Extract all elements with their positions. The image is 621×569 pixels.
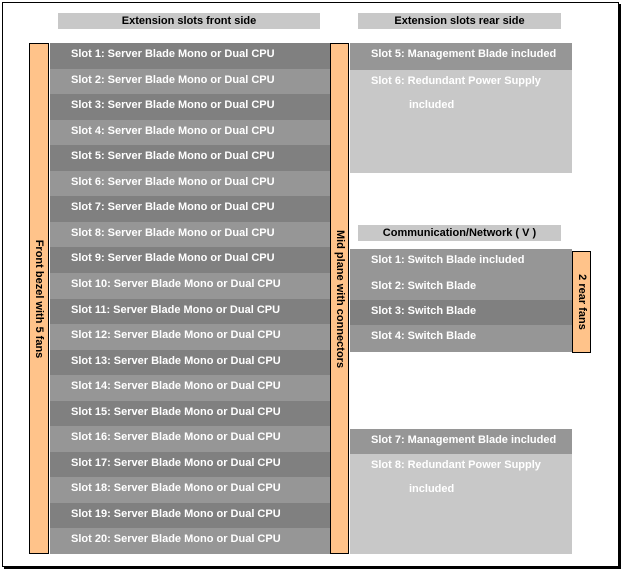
front-bezel-label: Front bezel with 5 fans xyxy=(33,239,45,358)
front-slot-8: Slot 8: Server Blade Mono or Dual CPU xyxy=(50,222,330,247)
front-slot-12: Slot 12: Server Blade Mono or Dual CPU xyxy=(50,324,330,350)
rear-top-block xyxy=(350,43,572,173)
network-slot-1: Slot 1: Switch Blade included xyxy=(350,249,572,275)
header-rear-side: Extension slots rear side xyxy=(358,13,561,29)
front-slot-4: Slot 4: Server Blade Mono or Dual CPU xyxy=(50,120,330,145)
front-slot-16: Slot 16: Server Blade Mono or Dual CPU xyxy=(50,426,330,452)
front-slot-9: Slot 9: Server Blade Mono or Dual CPU xyxy=(50,247,330,273)
mid-plane xyxy=(330,43,349,554)
front-slot-14: Slot 14: Server Blade Mono or Dual CPU xyxy=(50,375,330,401)
front-slot-15: Slot 15: Server Blade Mono or Dual CPU xyxy=(50,401,330,426)
rear-slot-6-line1: Slot 6: Redundant Power Supply xyxy=(371,75,541,87)
network-slot-2: Slot 2: Switch Blade xyxy=(350,275,572,300)
rear-slot-7: Slot 7: Management Blade included xyxy=(350,429,572,454)
front-slot-2: Slot 2: Server Blade Mono or Dual CPU xyxy=(50,69,330,94)
front-slot-20: Slot 20: Server Blade Mono or Dual CPU xyxy=(50,528,330,554)
rear-fans xyxy=(572,251,591,353)
network-slots-panel xyxy=(350,249,572,352)
front-bezel xyxy=(29,43,49,554)
front-slot-6: Slot 6: Server Blade Mono or Dual CPU xyxy=(50,171,330,196)
front-slot-7: Slot 7: Server Blade Mono or Dual CPU xyxy=(50,196,330,222)
rear-slot-8-line2: included xyxy=(409,483,455,495)
network-slot-3: Slot 3: Switch Blade xyxy=(350,300,572,325)
front-slot-1: Slot 1: Server Blade Mono or Dual CPU xyxy=(50,43,330,69)
front-slot-13: Slot 13: Server Blade Mono or Dual CPU xyxy=(50,350,330,375)
network-slot-4: Slot 4: Switch Blade xyxy=(350,325,572,352)
rear-bottom-block xyxy=(350,429,572,554)
rear-slot-8-line1: Slot 8: Redundant Power Supply xyxy=(371,459,541,471)
rear-slot-5: Slot 5: Management Blade included xyxy=(350,43,572,70)
front-slot-10: Slot 10: Server Blade Mono or Dual CPU xyxy=(50,273,330,299)
front-slot-3: Slot 3: Server Blade Mono or Dual CPU xyxy=(50,94,330,120)
front-slot-11: Slot 11: Server Blade Mono or Dual CPU xyxy=(50,299,330,324)
rear-fans-label: 2 rear fans xyxy=(575,274,588,330)
front-slot-18: Slot 18: Server Blade Mono or Dual CPU xyxy=(50,477,330,503)
mid-plane-label: Mid plane with connectors xyxy=(333,229,346,368)
rear-slot-6-line2: included xyxy=(409,99,455,111)
front-slot-17: Slot 17: Server Blade Mono or Dual CPU xyxy=(50,452,330,477)
front-slots-panel xyxy=(50,43,330,554)
header-front-side: Extension slots front side xyxy=(58,13,320,29)
front-slot-19: Slot 19: Server Blade Mono or Dual CPU xyxy=(50,503,330,528)
header-network: Communication/Network ( V ) xyxy=(358,225,561,241)
front-slot-5: Slot 5: Server Blade Mono or Dual CPU xyxy=(50,145,330,171)
